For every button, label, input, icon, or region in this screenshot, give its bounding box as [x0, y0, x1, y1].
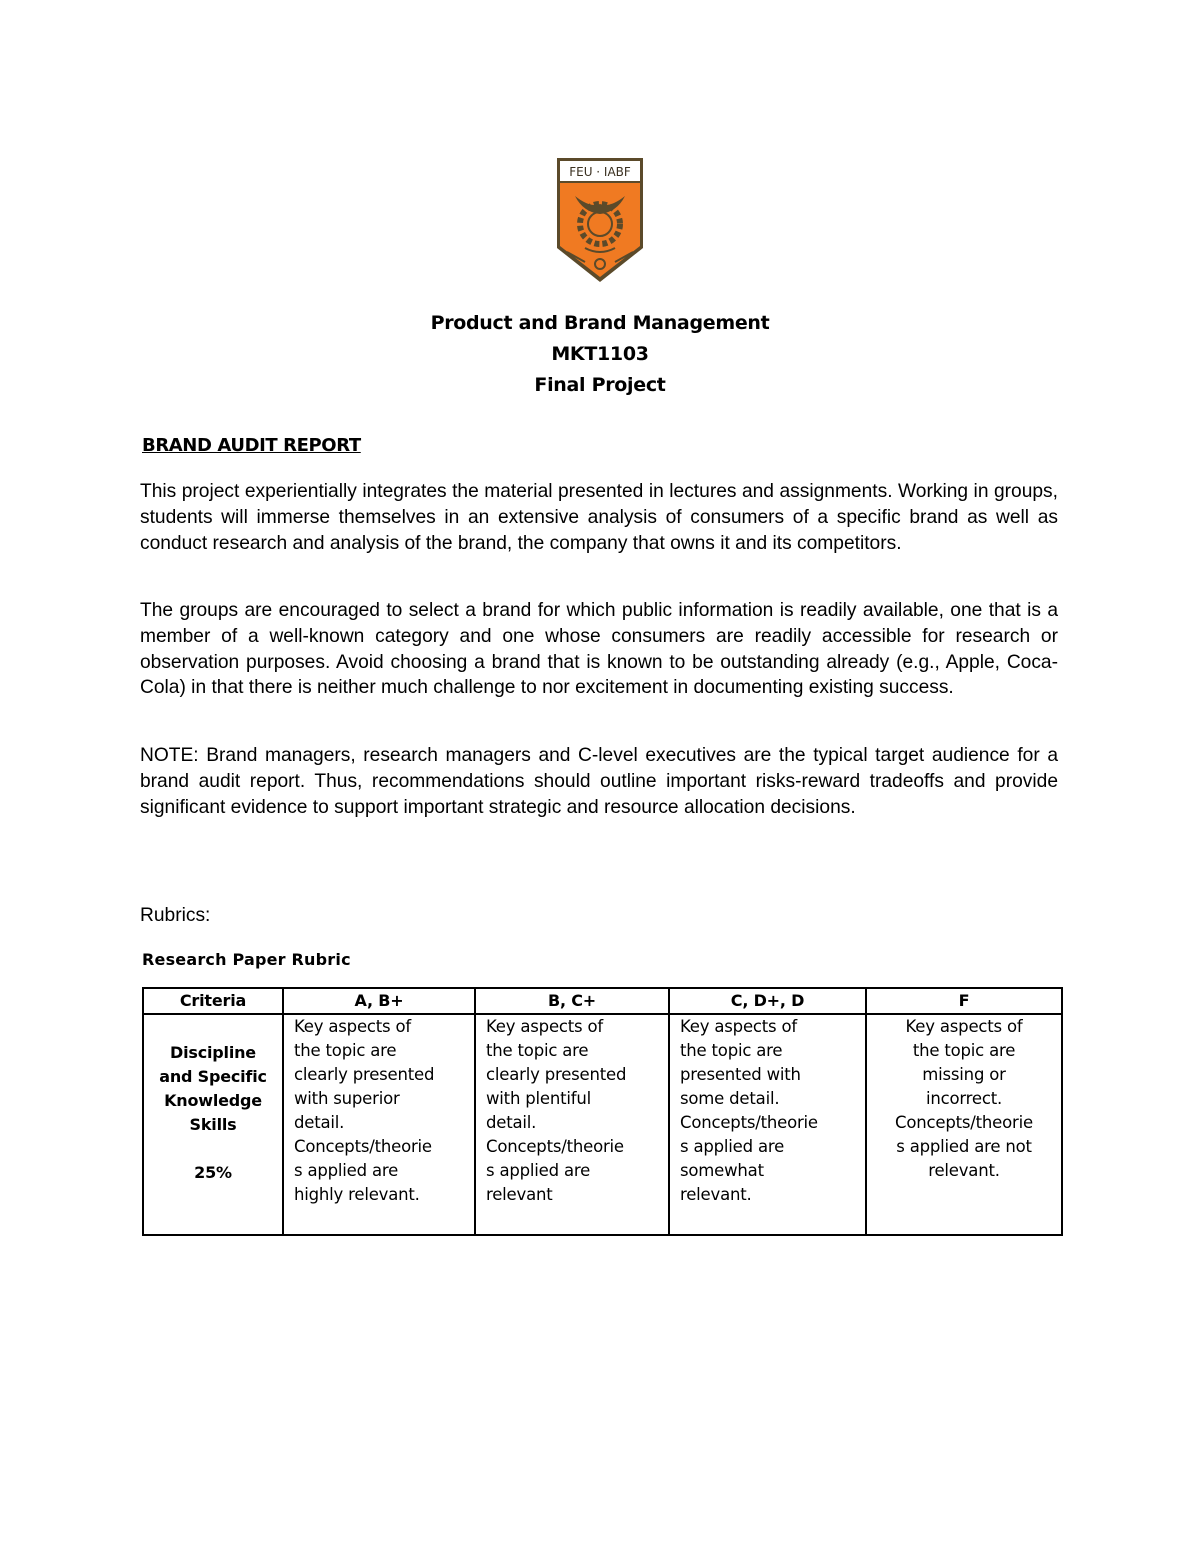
header-grade-b: B, C+ [475, 988, 669, 1014]
desc-line: Key aspects of [486, 1017, 603, 1036]
desc-line: clearly presented [486, 1065, 627, 1084]
desc-line: clearly presented [294, 1065, 435, 1084]
desc-line: with plentiful [486, 1089, 592, 1108]
desc-line: relevant. [928, 1161, 1000, 1180]
intro-paragraph: This project experientially integrates the material presented in lectures and assignments. Working in groups, students will immerse themselves in an extensive analysis of consumers of a specific brand as well as conduct research and analysis of the brand, the company that owns it and its competitors. [140, 481, 1058, 554]
criteria-weight: 25% [194, 1163, 232, 1182]
criteria-line: Discipline [170, 1043, 256, 1062]
header-grade-f: F [866, 988, 1062, 1014]
header-criteria: Criteria [143, 988, 283, 1014]
feu-shield-icon [555, 156, 645, 284]
desc-line: some detail. [680, 1089, 780, 1108]
desc-line: detail. [486, 1113, 537, 1132]
desc-line: s applied are [294, 1161, 399, 1180]
selection-paragraph: The groups are encouraged to select a brand for which public information is readily available, one that is a member of a well-known category and one whose consumers are readily accessible for research or observation purposes. Avoid choosing a brand that is known to be outstanding already (e.g., Apple, Coca-Cola) in that there is neither much challenge to nor excitement in documenting existing success. [140, 600, 1058, 699]
desc-line: the topic are [912, 1041, 1016, 1060]
title-block [0, 308, 1200, 401]
desc-line: with superior [294, 1089, 400, 1108]
desc-line: Key aspects of [680, 1017, 797, 1036]
grade-c-description [669, 1014, 866, 1235]
criteria-line: and Specific [159, 1067, 267, 1086]
section-heading: BRAND AUDIT REPORT [142, 435, 361, 456]
desc-line: s applied are [486, 1161, 591, 1180]
rubric-title: Research Paper Rubric [142, 950, 351, 969]
desc-line: Concepts/theorie [486, 1137, 624, 1156]
header-grade-c: C, D+, D [669, 988, 866, 1014]
rubric-table [142, 987, 1063, 1236]
desc-line: the topic are [294, 1041, 397, 1060]
desc-line: s applied are not [896, 1137, 1032, 1156]
desc-line: the topic are [486, 1041, 589, 1060]
grade-f-description [866, 1014, 1062, 1235]
header-grade-a: A, B+ [283, 988, 475, 1014]
desc-line: somewhat [680, 1161, 764, 1180]
logo-text: FEU · IABF [569, 165, 631, 179]
desc-line: detail. [294, 1113, 345, 1132]
desc-line: missing or [922, 1065, 1006, 1084]
desc-line: Concepts/theorie [895, 1113, 1033, 1132]
course-title: Product and Brand Management [430, 312, 770, 334]
note-paragraph: NOTE: Brand managers, research managers and C-level executives are the typical target audience for a brand audit report. Thus, recommendations should outline important risks-reward tradeoffs and provide significant evidence to support important strategic and resource allocation decisions. [140, 745, 1058, 818]
rubrics-label: Rubrics: [140, 905, 211, 926]
desc-line: Key aspects of [294, 1017, 411, 1036]
feu-iabf-logo [555, 156, 645, 284]
desc-line: the topic are [680, 1041, 783, 1060]
desc-line: Concepts/theorie [294, 1137, 432, 1156]
grade-a-description [283, 1014, 475, 1235]
desc-line: Concepts/theorie [680, 1113, 818, 1132]
rubric-header-row [143, 988, 1062, 1014]
table-row [143, 1014, 1062, 1235]
desc-line: highly relevant. [294, 1185, 420, 1204]
criteria-cell [143, 1014, 283, 1235]
desc-line: incorrect. [925, 1089, 1003, 1108]
criteria-line: Knowledge [164, 1091, 262, 1110]
course-code: MKT1103 [551, 343, 649, 365]
grade-b-description [475, 1014, 669, 1235]
desc-line: relevant. [680, 1185, 752, 1204]
criteria-line: Skills [189, 1115, 237, 1134]
desc-line: s applied are [680, 1137, 785, 1156]
desc-line: presented with [680, 1065, 801, 1084]
desc-line: Key aspects of [905, 1017, 1023, 1036]
project-type: Final Project [534, 374, 666, 396]
desc-line: relevant [486, 1185, 553, 1204]
